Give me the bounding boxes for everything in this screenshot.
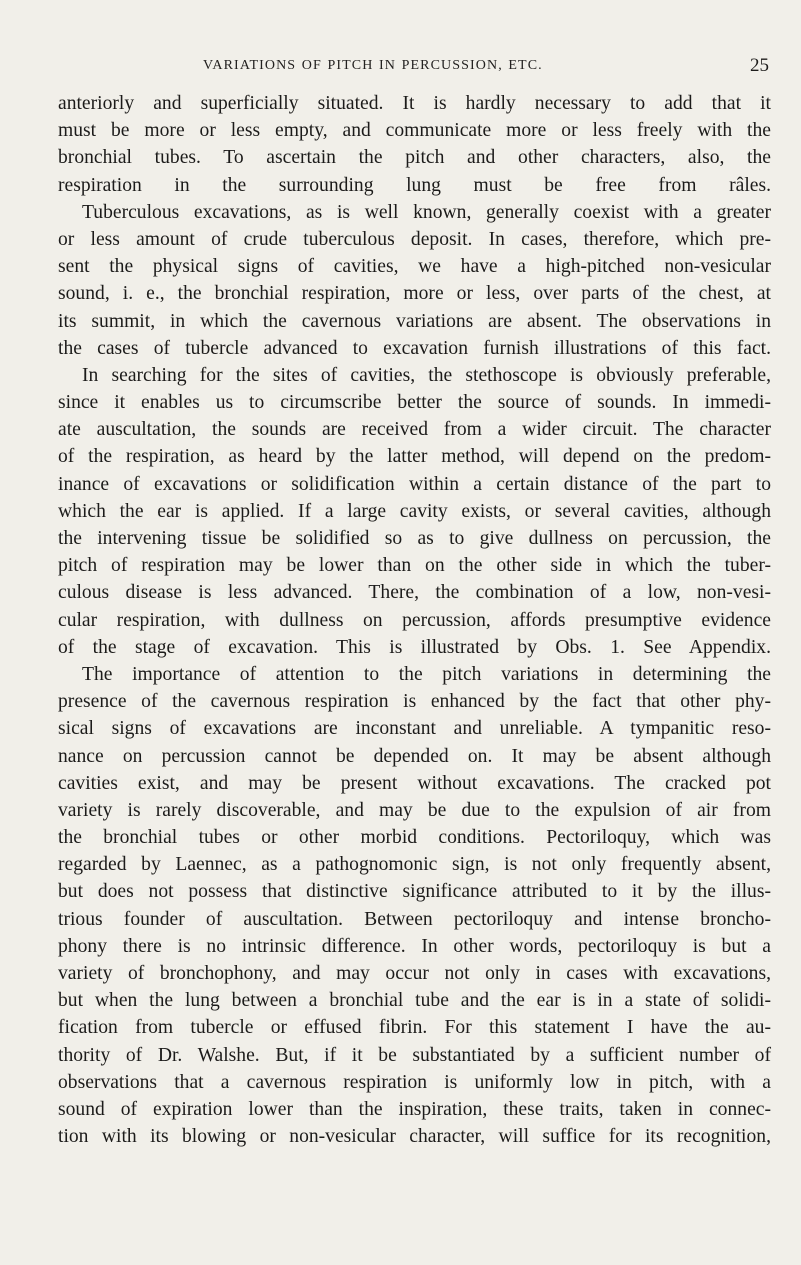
text-line: pitch of respiration may be lower than on the other side in which the tuber- [58,555,771,577]
text-line: but does not possess that distinctive significance attributed to it by the illus- [58,881,771,903]
text-line: tion with its blowing or non-vesicular character, will suffice for its recognition, [58,1126,771,1148]
text-line: but when the lung between a bronchial tube and the ear is in a state of solidi- [58,990,771,1012]
text-line: variety is rarely discoverable, and may be due to the expulsion of air from [58,799,771,821]
text-line: bronchial tubes. To ascertain the pitch and other characters, also, the [58,147,771,169]
text-line: inance of excavations or solidification within a certain distance of the part to [58,473,771,495]
text-line: thority of Dr. Walshe. But, if it be substantiated by a sufficient number of [58,1044,771,1066]
text-line: fication from tubercle or effused fibrin. For this statement I have the au- [58,1017,771,1039]
text-line: or less amount of crude tuberculous deposit. In cases, therefore, which pre- [58,228,771,250]
text-line: phony there is no intrinsic difference. In other words, pectoriloquy is but a [58,935,771,957]
text-line: which the ear is applied. If a large cavity exists, or several cavities, although [58,500,771,522]
text-line: culous disease is less advanced. There, the combination of a low, non-vesi- [58,582,771,604]
text-line: observations that a cavernous respiration is uniformly low in pitch, with a [58,1071,771,1093]
text-line: sound, i. e., the bronchial respiration, more or less, over parts of the chest, at [58,283,771,305]
text-line: The importance of attention to the pitch variations in determining the [82,663,771,685]
text-line: respiration in the surrounding lung must be free from râles. [58,174,771,196]
text-line: Tuberculous excavations, as is well known, generally coexist with a greater [82,201,771,223]
text-line: its summit, in which the cavernous variations are absent. The observations in [58,310,771,332]
text-line: since it enables us to circumscribe better the source of sounds. In immedi- [58,392,771,414]
text-line: trious founder of auscultation. Between pectoriloquy and intense broncho- [58,908,771,930]
page-header [58,55,773,84]
text-line: ate auscultation, the sounds are received from a wider circuit. The character [58,419,771,441]
text-line: regarded by Laennec, as a pathognomonic sign, is not only frequently absent, [58,854,771,876]
running-title: VARIATIONS OF PITCH IN PERCUSSION, ETC. [203,58,543,73]
text-line: anteriorly and superficially situated. It is hardly necessary to add that it [58,93,771,114]
text-line: the bronchial tubes or other morbid conditions. Pectoriloquy, which was [58,827,771,849]
text-line: In searching for the sites of cavities, the stethoscope is obviously preferable, [82,364,771,386]
text-line: must be more or less empty, and communicate more or less freely with the [58,120,771,142]
page-number: 25 [750,55,769,76]
text-line: sent the physical signs of cavities, we have a high-pitched non-vesicular [58,256,771,278]
text-line: cavities exist, and may be present without excavations. The cracked pot [58,772,771,794]
text-line: of the stage of excavation. This is illustrated by Obs. 1. See Appendix. [58,636,771,658]
text-line: sound of expiration lower than the inspiration, these traits, taken in connec- [58,1098,771,1120]
text-line: of the respiration, as heard by the latter method, will depend on the predom- [58,446,771,468]
body-text [58,90,771,1150]
text-line: presence of the cavernous respiration is enhanced by the fact that other phy- [58,691,771,713]
text-line: variety of bronchophony, and may occur not only in cases with excavations, [58,963,771,984]
text-line: nance on percussion cannot be depended on. It may be absent although [58,745,771,767]
text-line: the intervening tissue be solidified so as to give dullness on percussion, the [58,528,771,549]
text-line: the cases of tubercle advanced to excavation furnish illustrations of this fact. [58,337,771,359]
text-line: cular respiration, with dullness on percussion, affords presumptive evidence [58,609,771,631]
text-line: sical signs of excavations are inconstant and unreliable. A tympanitic reso- [58,718,771,740]
